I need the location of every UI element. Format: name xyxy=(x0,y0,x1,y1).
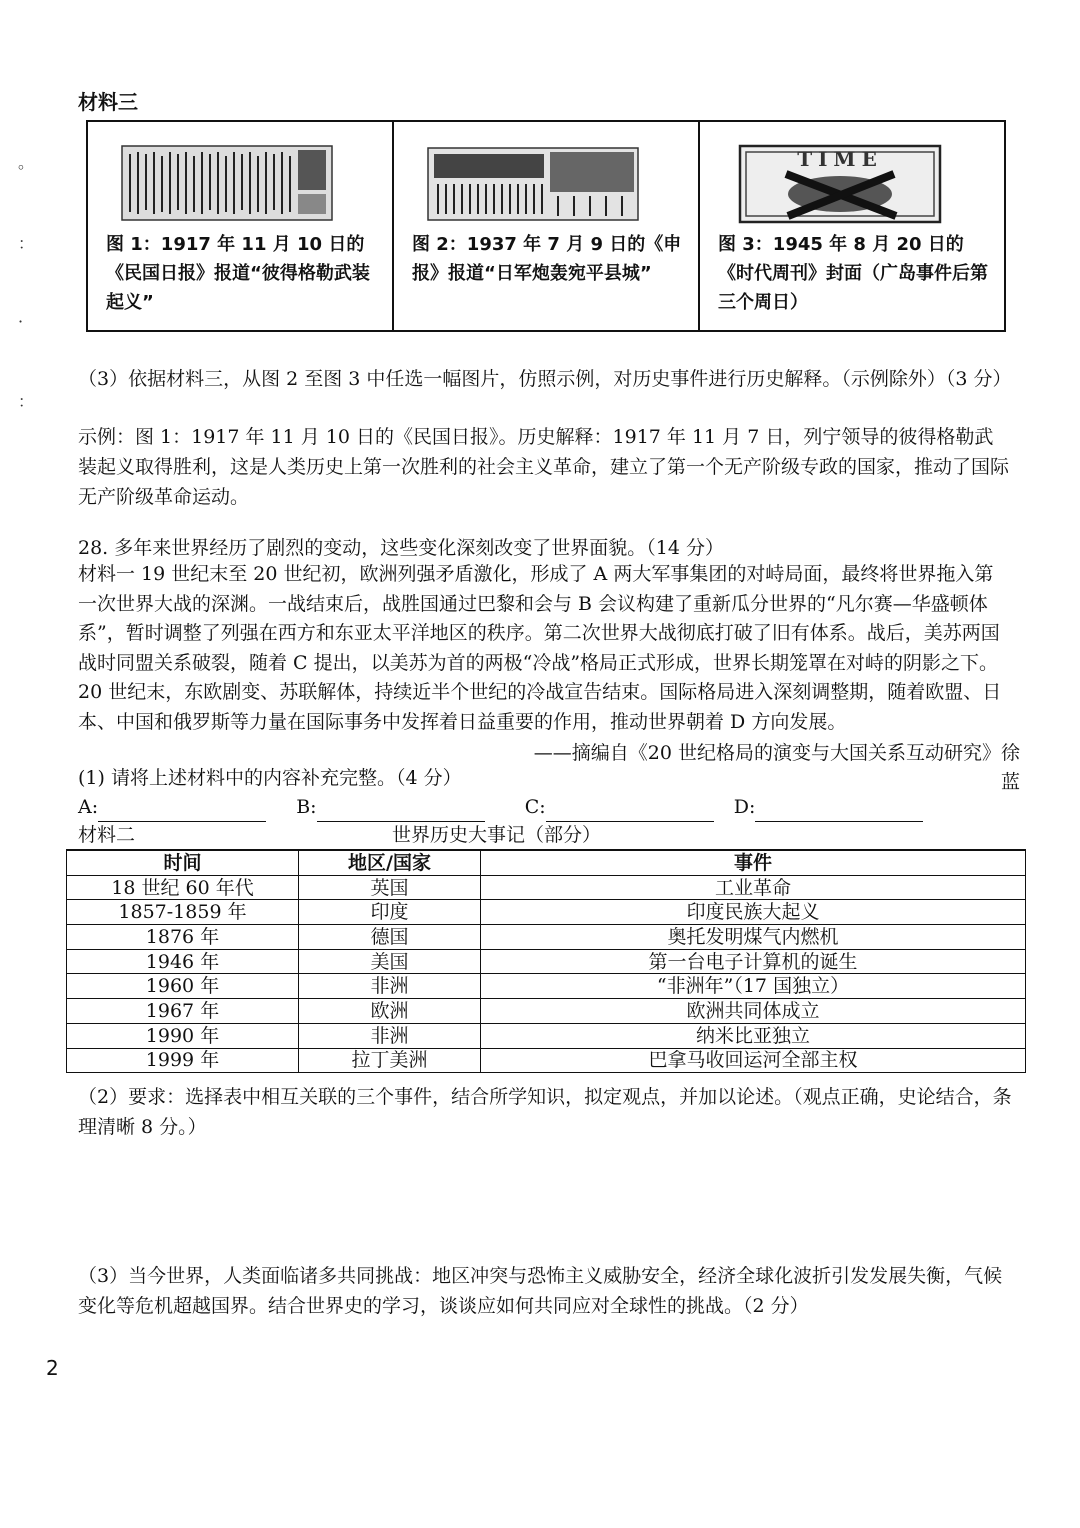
table-row xyxy=(67,1048,1026,1073)
q28-stem: 28. 多年来世界经历了剧烈的变动，这些变化深刻改变了世界面貌。（14 分） xyxy=(78,537,724,559)
table-header-row xyxy=(67,850,1026,875)
material3-label: 材料三 xyxy=(78,90,138,114)
figure-2 xyxy=(394,122,700,330)
cell-time: 1967 年 xyxy=(67,999,299,1024)
q28-question-3: （3）当今世界，人类面临诸多共同挑战：地区冲突与恐怖主义威胁安全，经济全球化波折引发发展失衡，气候变化等危机超越国界。结合世界史的学习，谈谈应如何共同应对全球性的挑战。（2 分） xyxy=(78,1265,1003,1317)
cell-event: 巴拿马收回运河全部主权 xyxy=(481,1048,1026,1073)
table-title: 世界历史大事记（部分） xyxy=(392,824,602,846)
newspaper-2-image xyxy=(424,144,644,224)
cell-region: 拉丁美洲 xyxy=(299,1048,481,1073)
material3-question-3: （3）依据材料三，从图 2 至图 3 中任选一幅图片，仿照示例，对历史事件进行历史解释。（示例除外）（3 分） xyxy=(78,368,1012,390)
world-history-events-table xyxy=(66,849,1026,1073)
blank-b-line[interactable] xyxy=(317,799,485,822)
blank-d-label: D: xyxy=(733,796,756,818)
time-magazine-cover-image xyxy=(730,144,950,224)
cell-time: 1946 年 xyxy=(67,949,299,974)
material3-figure-box xyxy=(86,120,1006,332)
q28-material1-source: ——摘编自《20 世纪格局的演变与大国关系互动研究》徐蓝 xyxy=(533,742,1020,793)
cell-region: 英国 xyxy=(299,875,481,900)
cell-event: 工业革命 xyxy=(481,875,1026,900)
figure-1 xyxy=(88,122,394,330)
cell-event: 纳米比亚独立 xyxy=(481,1023,1026,1048)
material2-label: 材料二 xyxy=(78,824,136,846)
table-row xyxy=(67,925,1026,950)
header-region: 地区/国家 xyxy=(299,850,481,875)
cell-time: 18 世纪 60 年代 xyxy=(67,875,299,900)
table-row xyxy=(67,974,1026,999)
q28-answer-blanks xyxy=(78,792,1012,822)
blank-c-line[interactable] xyxy=(546,799,714,822)
table-row xyxy=(67,875,1026,900)
cell-region: 非洲 xyxy=(299,1023,481,1048)
q28-question-2: （2）要求：选择表中相互关联的三个事件，结合所学知识，拟定观点，并加以论述。（观点正确，史论结合，条理清晰 8 分。） xyxy=(78,1086,1012,1138)
cell-region: 欧洲 xyxy=(299,999,481,1024)
cell-event: 奥托发明煤气内燃机 xyxy=(481,925,1026,950)
cell-time: 1857-1859 年 xyxy=(67,900,299,925)
page-number: 2 xyxy=(46,1356,59,1380)
blank-a-label: A: xyxy=(78,796,99,818)
figure-2-caption: 图 2：1937 年 7 月 9 日的《申报》报道“日军炮轰宛平县城” xyxy=(412,234,682,284)
cell-time: 1960 年 xyxy=(67,974,299,999)
figure-1-caption: 图 1：1917 年 11 月 10 日的《民国日报》报道“彼得格勒武装起义” xyxy=(106,234,370,313)
material3-example: 示例：图 1：1917 年 11 月 10 日的《民国日报》。历史解释：1917 年 11 月 7 日，列宁领导的彼得格勒武装起义取得胜利，这是人类历史上第一次胜利的社会主义革命，建立了第一个无产阶级专政的国家，推动了国际无产阶级革命运动。 xyxy=(78,426,1010,508)
header-time: 时间 xyxy=(67,850,299,875)
newspaper-1-image xyxy=(118,144,338,224)
cell-event: 第一台电子计算机的诞生 xyxy=(481,949,1026,974)
cell-region: 德国 xyxy=(299,925,481,950)
q28-question-1: (1) 请将上述材料中的内容补充完整。（4 分） xyxy=(78,767,462,789)
table-row xyxy=(67,1023,1026,1048)
cell-region: 印度 xyxy=(299,900,481,925)
cell-event: 印度民族大起义 xyxy=(481,900,1026,925)
table-row xyxy=(67,999,1026,1024)
binding-margin-marks: 。 ： · ： xyxy=(18,153,35,411)
cell-event: 欧洲共同体成立 xyxy=(481,999,1026,1024)
cell-time: 1999 年 xyxy=(67,1048,299,1073)
blank-d-line[interactable] xyxy=(755,799,923,822)
cell-region: 非洲 xyxy=(299,974,481,999)
blank-b-label: B: xyxy=(296,796,317,818)
figure-3 xyxy=(700,122,1004,330)
blank-c-label: C: xyxy=(524,796,546,818)
cell-time: 1990 年 xyxy=(67,1023,299,1048)
time-masthead: TIME xyxy=(797,147,883,171)
blank-a-line[interactable] xyxy=(98,799,266,822)
table-row xyxy=(67,949,1026,974)
figure-3-caption: 图 3：1945 年 8 月 20 日的《时代周刊》封面（广岛事件后第三个周日） xyxy=(718,234,988,313)
cell-region: 美国 xyxy=(299,949,481,974)
header-event: 事件 xyxy=(481,850,1026,875)
cell-time: 1876 年 xyxy=(67,925,299,950)
q28-material1: 材料一 19 世纪末至 20 世纪初，欧洲列强矛盾激化，形成了 A 两大军事集团的对峙局面，最终将世界拖入第一次世界大战的深渊。一战结束后，战胜国通过巴黎和会与 B 会议构建了重新瓜分世界的“凡尔赛—华盛顿体系”，暂时调整了列强在西方和东亚太平洋地区的秩序。第二次世界大战彻底打破了旧有体系。战后，美苏两国战时同盟关系破裂，随着 C 提出，以美苏为首的两极“冷战”格局正式形成，世界长期笼罩在对峙的阴影之下。20 世纪末，东欧剧变、苏联解体，持续近半个世纪的冷战宣告结束。国际格局进入深刻调整期，随着欧盟、日本、中国和俄罗斯等力量在国际事务中发挥着日益重要的作用，推动世界朝着 D 方向发展。 xyxy=(78,563,1002,733)
cell-event: “非洲年”（17 国独立） xyxy=(481,974,1026,999)
table-row xyxy=(67,900,1026,925)
